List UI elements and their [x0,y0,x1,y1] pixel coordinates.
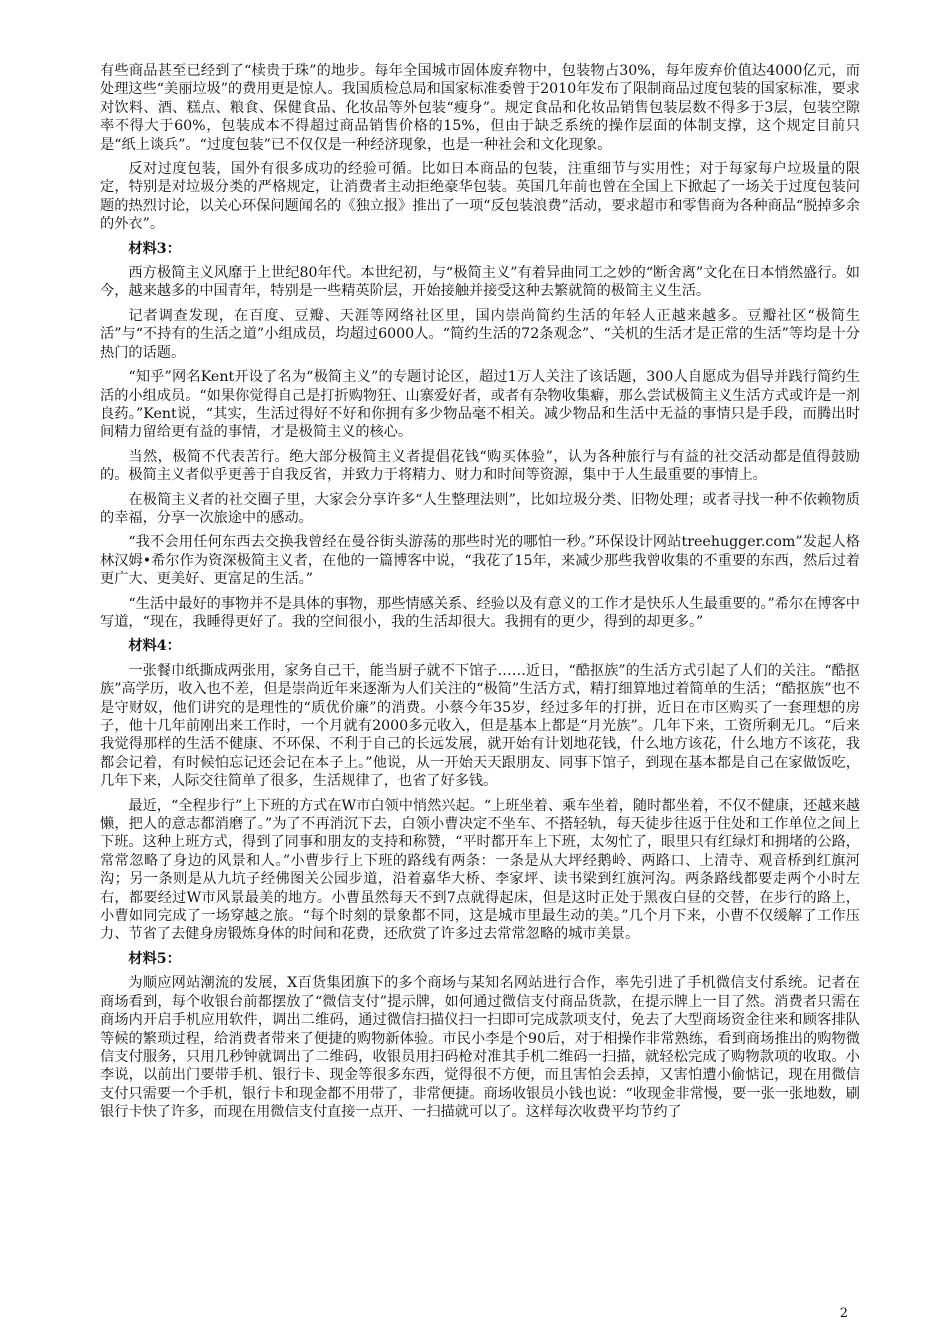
page-number: 2 [839,1306,848,1321]
material-3-heading: 材料3： [128,240,181,257]
paragraph-minimalism-7: “生活中最好的事物并不是具体的事物，那些情感关系、经验以及有意义的工作才是快乐人生最重要的。”希尔在博客中写道，“现在，我睡得更好了。我的空间很小，我的生活却很大。我拥有的更少，得到的却更多。” [100,595,860,630]
paragraph-frugal-1: 一张餐巾纸撕成两张用，家务自己干，能当厨子就不下馆子……近日，“酷抠族”的生活方式引起了人们的关注。“酷抠族”高学历，收入也不差，但是崇尚近年来逐渐为人们关注的“极简”生活方式，精打细算地过着简单的生活；“酷抠族”也不是守财奴，他们讲究的是理性的“质优价廉”的消费。小蔡今年35岁，经过多年的打拼，近日在市区购买了一套理想的房子，他十几年前刚出来工作时，一个月就有2000多元收入，但是基本上都是“月光族”。几年下来，工资所剩无几。“后来我觉得那样的生活不健康、不环保、不利于自己的长远发展，就开始有计划地花钱，什么地方该花，什么地方不该花，我都会记着，有时候怕忘记还会记在本子上。”他说，从一开始天天跟朋友、同事下馆子，到现在基本都是自己在家做饭吃，几年下来，人际交往简单了很多，生活规律了，也省了好多钱。 [100,662,860,790]
paragraph-wechat-pay-1: 为顺应网站潮流的发展，X百货集团旗下的多个商场与某知名网站进行合作，率先引进了手机微信支付系统。记者在商场看到，每个收银台前都摆放了“微信支付”提示牌，如何通过微信支付商品货款，在提示牌上一目了然。消费者只需在商场内开启手机应用软件，调出二维码，通过微信扫描仪扫一扫即可完成款项支付，免去了大型商场资金往来和顾客排队等候的繁琐过程，给消费者带来了便捷的购物新体验。市民小李是个90后，对于相操作非常熟练，看到商场推出的购物微信支付服务，只用几秒钟就调出了二维码，收银员用扫码枪对准其手机二维码一扫描，就轻松完成了购物款项的收取。小李说，以前出门要带手机、银行卡、现金等很多东西，觉得很不方便，而且害怕会丢掉，又害怕遭小偷惦记，现在用微信支付只需要一个手机，银行卡和现金都不用带了，非常便捷。商场收银员小钱也说：“收现金非常慢，要一张一张地数，刷银行卡快了许多，而现在用微信支付直接一点开、一扫描就可以了。这样每次收费平均节约了 [100,975,860,1121]
paragraph-packaging-1: 有些商品甚至已经到了“椟贵于珠”的地步。每年全国城市固体废弃物中，包装物占30%，每年废弃价值达4000亿元，而处理这些“美丽垃圾”的费用更是惊人。我国质检总局和国家标准委曾于2010年发布了限制商品过度包装的国家标准，要求对饮料、酒、糕点、粮食、保健食品、化妆品等外包装“瘦身”。规定食品和化妆品销售包装层数不得多于3层，包装空隙率不得大于60%，包装成本不得超过商品销售价格的15%，但由于缺乏系统的操作层面的体制支撑，这个规定目前只是“纸上谈兵”。“过度包装”已不仅仅是一种经济现象，也是一种社会和文化现象。 [100,63,860,153]
material-4-heading: 材料4： [128,638,181,655]
paragraph-minimalism-2: 记者调查发现，在百度、豆瓣、天涯等网络社区里，国内崇尚简约生活的年轻人正越来越多。豆瓣社区“极简生活”与“不持有的生活之道”小组成员，均超过6000人。“简约生活的72条观念”、“关机的生活才是正常的生活”等均是十分热门的话题。 [100,307,860,361]
paragraph-packaging-2: 反对过度包装，国外有很多成功的经验可循。比如日本商品的包装，注重细节与实用性；对于每家每户垃圾量的限定，特别是对垃圾分类的严格规定，让消费者主动拒绝豪华包装。英国几年前也曾在全国上下掀起了一场关于过度包装问题的热烈讨论，以关心环保问题闻名的《独立报》推出了一项“反包装浪费”活动，要求超市和零售商为各种商品“脱掉多余的外衣”。 [100,161,860,233]
paragraph-minimalism-5: 在极简主义者的社交圈子里，大家会分享许多“人生整理法则”，比如垃圾分类、旧物处理；或者寻找一种不依赖物质的幸福，分享一次旅途中的感动。 [100,491,860,526]
paragraph-frugal-2: 最近，“全程步行”上下班的方式在W市白领中悄然兴起。“上班坐着、乘车坐着，随时都坐着，不仅不健康，还越来越懒，把人的意志都消磨了。”为了不再消沉下去，白领小曹决定不坐车、不搭轻轨，每天徒步往返于住处和工作单位之间上下班。这种上班方式，得到了同事和朋友的支持和称赞，“平时都开车上下班，太匆忙了，眼里只有红绿灯和拥堵的公路，常常忽略了身边的风景和人。”小曹步行上下班的路线有两条：一条是从大坪经鹅岭、两路口、上清寺、观音桥到红旗河沟；另一条则是从九坑子经佛图关公园步道，沿着嘉华大桥、李家坪、读书梁到红旗河沟。两条路线都要走两个小时左右，都要经过W市风景最美的地方。小曹虽然每天不到7点就得起床，但是这时正处于黑夜白昼的交替，在步行的路上，小曹如同完成了一场穿越之旅。“每个时刻的景象都不同，这是城市里最生动的美。”几个月下来，小曹不仅缓解了工作压力、节省了去健身房锻炼身体的时间和花费，还欣赏了许多过去常常忽略的城市美景。 [100,797,860,943]
paragraph-minimalism-4: 当然，极简不代表苦行。绝大部分极简主义者提倡花钱“购买体验”，认为各种旅行与有益的社交活动都是值得鼓励的。极简主义者似乎更善于自我反省，并致力于将精力、财力和时间等资源，集中于人生最重要的事情上。 [100,448,860,484]
material-5-heading: 材料5： [128,950,181,967]
paragraph-minimalism-3: “知乎”网名Kent开设了名为“极简主义”的专题讨论区，超过1万人关注了该话题，300人自愿成为倡导并践行简约生活的小组成员。“如果你觉得自己是打折购物狂、山寨爱好者，或者有杂物收集癖，那么尝试极简主义生活方式或许是一剂良药。”Kent说，“其实，生活过得好不好和你拥有多少物品毫不相关。减少物品和生活中无益的事情只是手段，而腾出时间精力留给更有益的事情，才是极简主义的核心。 [100,369,860,441]
document-body [100,62,860,1128]
paragraph-minimalism-6: “我不会用任何东西去交换我曾经在曼谷街头游荡的那些时光的哪怕一秒。”环保设计网站treehugger.com”发起人格林汉姆•希尔作为资深极简主义者，在他的一篇博客中说，“我花了15年，来减少那些我曾收集的不重要的东西，然后过着更广大、更美好、更富足的生活。” [100,534,860,588]
paragraph-minimalism-1: 西方极简主义风靡于上世纪80年代。本世纪初，与“极简主义”有着异曲同工之妙的“断舍离”文化在日本悄然盛行。如今，越来越多的中国青年，特别是一些精英阶层，开始接触并接受这种去繁就简的极简主义生活。 [100,265,860,300]
